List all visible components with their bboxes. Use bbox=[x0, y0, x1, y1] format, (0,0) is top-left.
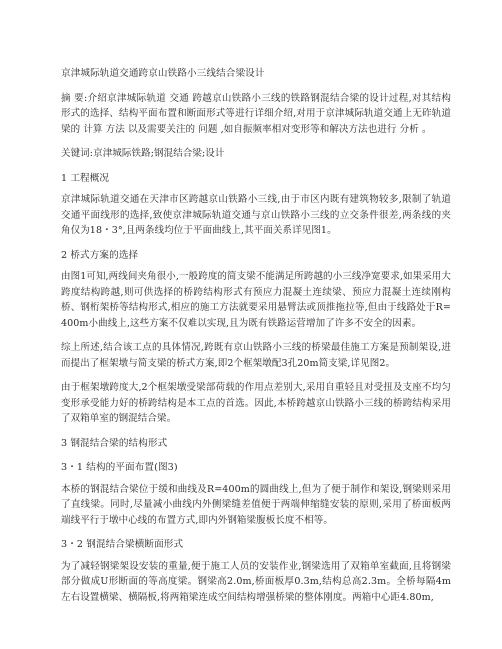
keywords-line: 关键词:京津城际铁路;钢混结合梁;设计 bbox=[61, 148, 225, 159]
section-2-paragraph-2: 综上所述,结合该工点的具体情况,跨既有京山铁路小三线的桥梁最佳施工方案是预制架设,进而提出了框架墩与简支梁的桥式方案,即2个框架墩配3孔20m简支梁,详见图2。 bbox=[61, 342, 451, 369]
section-2-paragraph-1: 由图1可知,两线间夹角很小,一般跨度的简支梁不能满足所跨越的小三线净宽要求,如果采用大跨度结构跨越,则可供选择的桥跨结构形式有预应力混凝土连续梁、预应力混凝土连续刚构桥、钢桁架桥等结构形式,相应的施工方法就要采用悬臂法或顶推拖拉等,但由于线路处于R=400m小曲线上,这些方案不仅难以实现,且为既有铁路运营增加了许多不安全的因素。 bbox=[61, 271, 451, 329]
document-page bbox=[61, 66, 451, 605]
section-3-2-paragraph-1: 为了减轻钢梁架设安装的重量,便于施工人员的安装作业,钢梁选用了双箱单室截面,且将钢梁部分做成U形断面的等高度梁。钢梁高2.0m,桥面板厚0.3m,结构总高2.3m。全桥每隔4m左右设置横梁、横隔板,将两箱梁连成空间结构增强桥梁的整体刚度。两箱中心距4.80m, bbox=[61, 560, 451, 603]
section-heading-1: 1 工程概况 bbox=[61, 172, 110, 184]
section-heading-3-2: 3・2 钢混结合梁横断面形式 bbox=[61, 539, 184, 550]
section-heading-3: 3 钢混结合梁的结构形式 bbox=[61, 437, 168, 449]
section-heading-3-1: 3・1 结构的平面布置(图3) bbox=[61, 462, 178, 473]
section-heading-2: 2 桥式方案的选择 bbox=[61, 249, 139, 261]
section-3-1-paragraph-1: 本桥的钢混结合梁位于缓和曲线及R=400m的圆曲线上,但为了便于制作和架设,钢梁则采用了直线梁。同时,尽量减小曲线内外侧梁缝差值便于两端伸缩缝安装的原则,采用了桥面板两端线平行于墩中心线的布置方式,即内外钢箱梁腹板长度不相等。 bbox=[61, 483, 451, 526]
document-title: 京津城际轨道交通跨京山铁路小三线结合梁设计 bbox=[61, 68, 265, 79]
section-2-paragraph-3: 由于框架墩跨度大,2个框架墩受梁部荷载的作用点差别大,采用自重轻且对受扭及支座不均匀变形承受能力好的桥跨结构是本工点的首选。因此,本桥跨越京山铁路小三线的桥跨结构采用了双箱单室的钢混结合梁。 bbox=[61, 382, 451, 424]
section-1-paragraph-1: 京津城际轨道交通在天津市区跨越京山铁路小三线,由于市区内既有建筑物较多,限制了轨道交通平面线形的选择,致使京津城际轨道交通与京山铁路小三线的立交条件很差,两条线的夹角仅为18・3°,且两条线均位于平面曲线上,其平面关系详见图1。 bbox=[61, 194, 451, 236]
abstract-paragraph: 摘 要:介绍京津城际轨道 交通 跨越京山铁路小三线的铁路钢混结合梁的设计过程,对其结构形式的选择、结构平面布置和断面形式等进行详细介绍,对用于京津城际轨道交通上无砟轨道梁的 计算 方法 以及需要关注的 问题 ,如自振频率相对变形等和解决方法也进行 分析 。 bbox=[61, 92, 451, 135]
